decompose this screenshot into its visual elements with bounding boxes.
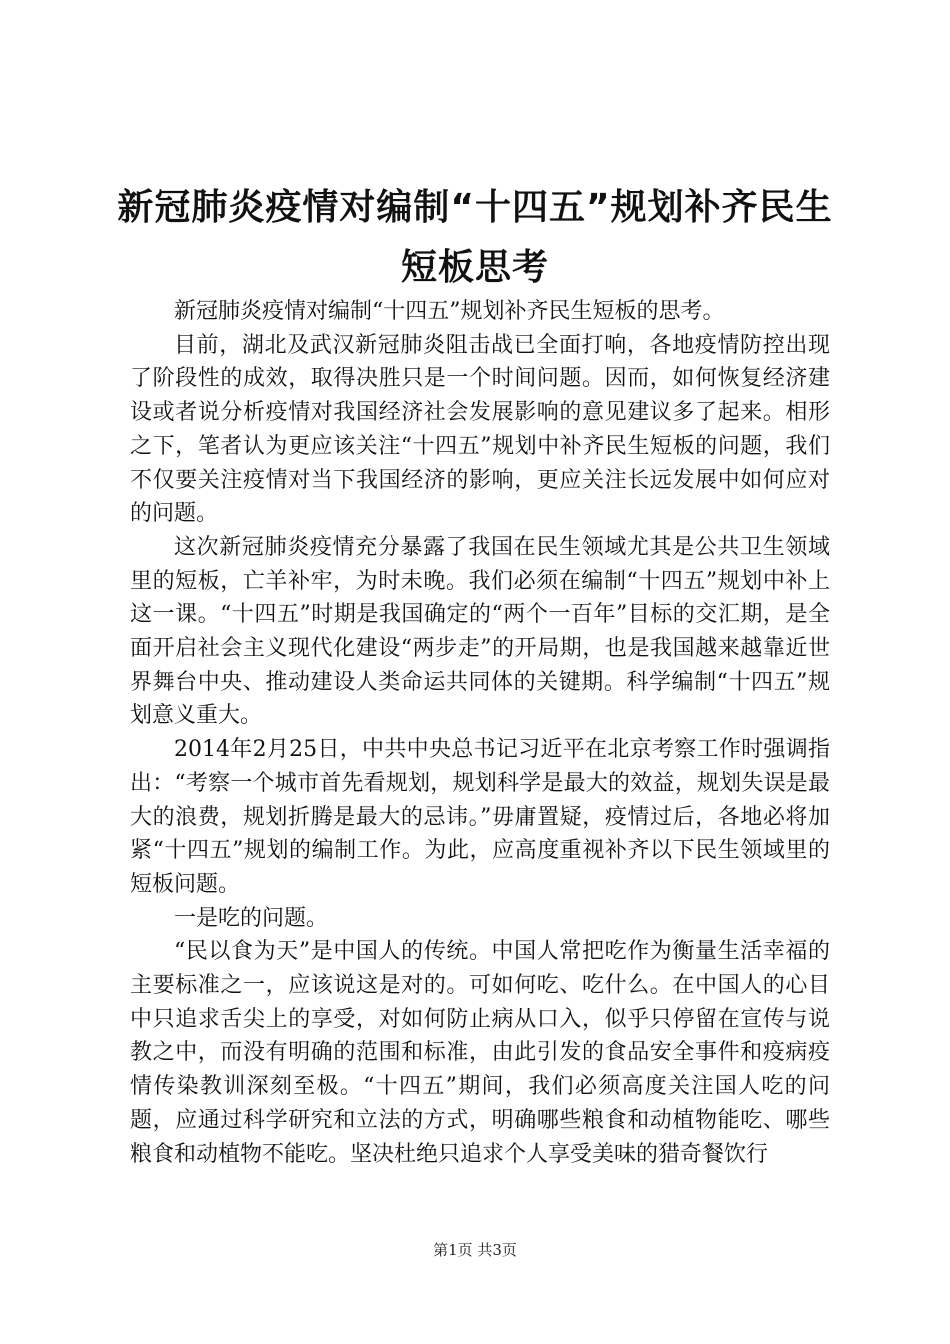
page-number-footer: 第1页 共3页 xyxy=(433,1241,517,1259)
document-title: 新冠肺炎疫情对编制“十四五”规划补齐民生短板思考 xyxy=(117,187,833,288)
paragraph-food: “民以食为天”是中国人的传统。中国人常把吃作为衡量生活幸福的主要标准之一，应该说这是对的。可如何吃、吃什么。在中国人的心目中只追求舌尖上的享受，对如何防止病从口入，似乎只停留在宣传与说教之中，而没有明确的范围和标准，由此引发的食品安全事件和疫病疫情传染教训深刻至极。“十四五”期间，我们必须高度关注国人吃的问题，应通过科学研究和立法的方式，明确哪些粮食和动植物能吃、哪些粮食和动植物不能吃。坚决杜绝只追求个人享受美味的猎奇餐饮行 xyxy=(130,939,830,1167)
paragraph-planning-quote: 2014年2月25日，中共中央总书记习近平在北京考察工作时强调指出：“考察一个城市首先看规划，规划科学是最大的效益，规划失误是最大的浪费，规划折腾是最大的忌讳。”毋庸置疑，疫情过后，各地必将加紧“十四五”规划的编制工作。为此，应高度重视补齐以下民生领域里的短板问题。 xyxy=(130,737,830,897)
paragraph-public-health: 这次新冠肺炎疫情充分暴露了我国在民生领域尤其是公共卫生领域里的短板，亡羊补牢，为时未晚。我们必须在编制“十四五”规划中补上这一课。“十四五”时期是我国确定的“两个一百年”目标的交汇期，是全面开启社会主义现代化建设“两步走”的开局期，也是我国越来越靠近世界舞台中央、推动建设人类命运共同体的关键期。科学编制“十四五”规划意义重大。 xyxy=(130,534,830,729)
paragraph-section-heading: 一是吃的问题。 xyxy=(174,905,329,931)
document-body xyxy=(130,295,830,1171)
paragraph-current-situation: 目前，湖北及武汉新冠肺炎阻击战已全面打响，各地疫情防控出现了阶段性的成效，取得决胜只是一个时间问题。因而，如何恢复经济建设或者说分析疫情对我国经济社会发展影响的意见建议多了起来。相形之下，笔者认为更应该关注“十四五”规划中补齐民生短板的问题，我们不仅要关注疫情对当下我国经济的影响，更应关注长远发展中如何应对的问题。 xyxy=(130,332,830,527)
paragraph-intro: 新冠肺炎疫情对编制“十四五”规划补齐民生短板的思考。 xyxy=(174,299,725,324)
